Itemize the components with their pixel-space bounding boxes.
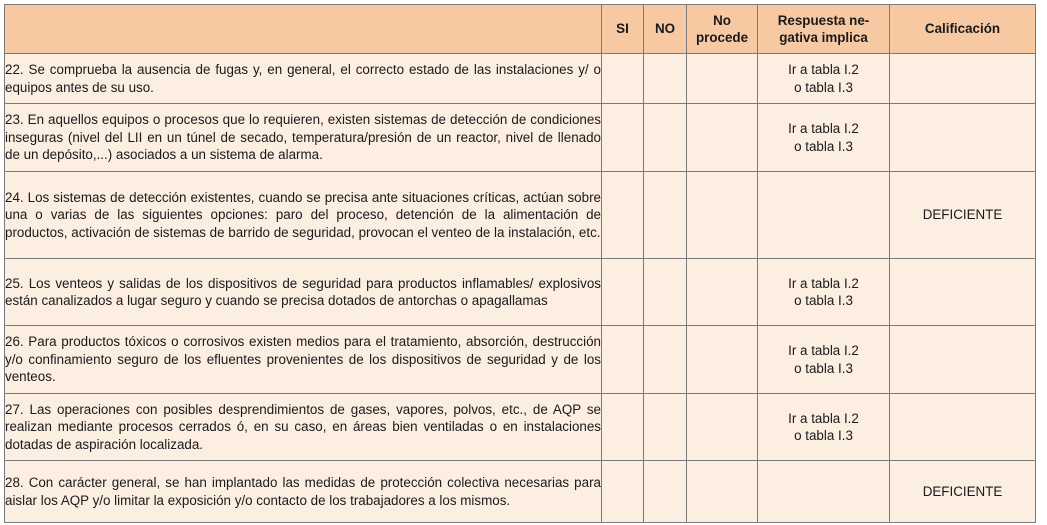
calificacion-cell xyxy=(890,54,1036,104)
table-row xyxy=(5,172,1036,259)
respuesta-cell xyxy=(758,172,890,259)
no-cell[interactable] xyxy=(644,104,687,172)
header-row xyxy=(5,5,1036,54)
table-row xyxy=(5,461,1036,523)
table-row xyxy=(5,104,1036,172)
si-cell[interactable] xyxy=(602,172,644,259)
header-si: SI xyxy=(602,5,644,54)
no-cell[interactable] xyxy=(644,54,687,104)
respuesta-line1: Ir a tabla I.2 xyxy=(788,275,859,291)
table-row xyxy=(5,54,1036,104)
checklist-table xyxy=(4,4,1036,523)
si-cell[interactable] xyxy=(602,394,644,461)
no-cell[interactable] xyxy=(644,394,687,461)
question-text: 22. Se comprueba la ausencia de fugas y, en general, el correcto estado de las instalaciones y/ o equipos antes de su uso. xyxy=(5,54,602,104)
no-cell[interactable] xyxy=(644,326,687,394)
respuesta-cell xyxy=(758,461,890,523)
respuesta-line1: Ir a tabla I.2 xyxy=(788,62,859,77)
si-cell[interactable] xyxy=(602,54,644,104)
si-cell[interactable] xyxy=(602,104,644,172)
header-calificacion: Calificación xyxy=(890,5,1036,54)
calificacion-cell xyxy=(890,259,1036,326)
no-procede-cell[interactable] xyxy=(687,461,758,523)
no-cell[interactable] xyxy=(644,461,687,523)
respuesta-cell xyxy=(758,326,890,394)
calificacion-cell xyxy=(890,326,1036,394)
respuesta-cell xyxy=(758,54,890,104)
question-text: 25. Los venteos y salidas de los dispositivos de seguridad para productos inflamables/ explosivos están canalizados a lugar seguro y cuando se precisa dotados de antorchas o apagallamas xyxy=(5,259,602,326)
no-procede-cell[interactable] xyxy=(687,172,758,259)
header-no-procede: No procede xyxy=(687,5,758,54)
respuesta-line1: Ir a tabla I.2 xyxy=(788,121,859,136)
respuesta-cell xyxy=(758,259,890,326)
respuesta-line2: o tabla I.3 xyxy=(794,138,853,154)
question-text: 28. Con carácter general, se han implantado las medidas de protección colectiva necesarias para aislar los AQP y/o limitar la exposición y/o contacto de los trabajadores a los mismos. xyxy=(5,461,602,523)
respuesta-line2: o tabla I.3 xyxy=(794,428,853,443)
calificacion-cell: DEFICIENTE xyxy=(890,172,1036,259)
header-no: NO xyxy=(644,5,687,54)
header-question xyxy=(5,5,602,54)
no-procede-cell[interactable] xyxy=(687,259,758,326)
respuesta-cell xyxy=(758,394,890,461)
no-cell[interactable] xyxy=(644,172,687,259)
no-procede-cell[interactable] xyxy=(687,394,758,461)
question-text: 27. Las operaciones con posibles desprendimientos de gases, vapores, polvos, etc., de AQP se realizan mediante procesos cerrados ó, en su caso, en áreas bien ventiladas o en instalaciones dotadas de aspiración localizada. xyxy=(5,394,602,461)
question-text: 26. Para productos tóxicos o corrosivos existen medios para el tratamiento, absorción, destrucción y/o confinamiento seguro de los efluentes provenientes de los dispositivos de seguridad y de los venteos. xyxy=(5,326,602,394)
respuesta-cell xyxy=(758,104,890,172)
calificacion-cell: DEFICIENTE xyxy=(890,461,1036,523)
table-row xyxy=(5,259,1036,326)
question-text: 24. Los sistemas de detección existentes, cuando se precisa ante situaciones críticas, actúan sobre una o varias de las siguientes opciones: paro del proceso, detención de la alimentación de productos, activación de sistemas de barrido de seguridad, provocan el venteo de la instalación, etc. xyxy=(5,172,602,259)
no-cell[interactable] xyxy=(644,259,687,326)
respuesta-line2: o tabla I.3 xyxy=(794,293,853,308)
calificacion-cell xyxy=(890,394,1036,461)
no-procede-cell[interactable] xyxy=(687,54,758,104)
respuesta-line1: Ir a tabla I.2 xyxy=(788,343,859,358)
table-row xyxy=(5,394,1036,461)
no-procede-cell[interactable] xyxy=(687,326,758,394)
si-cell[interactable] xyxy=(602,326,644,394)
respuesta-line2: o tabla I.3 xyxy=(794,360,853,376)
no-procede-cell[interactable] xyxy=(687,104,758,172)
respuesta-line1: Ir a tabla I.2 xyxy=(788,410,859,426)
si-cell[interactable] xyxy=(602,259,644,326)
question-text: 23. En aquellos equipos o procesos que lo requieren, existen sistemas de detección de condiciones inseguras (nivel del LII en un túnel de secado, temperatura/presión de un reactor, nivel de llenado de un depósito,...) asociados a un sistema de alarma. xyxy=(5,104,602,172)
respuesta-line2: o tabla I.3 xyxy=(794,79,853,95)
calificacion-cell xyxy=(890,104,1036,172)
si-cell[interactable] xyxy=(602,461,644,523)
table-row xyxy=(5,326,1036,394)
header-respuesta: Respuesta ne-gativa implica xyxy=(758,5,890,54)
